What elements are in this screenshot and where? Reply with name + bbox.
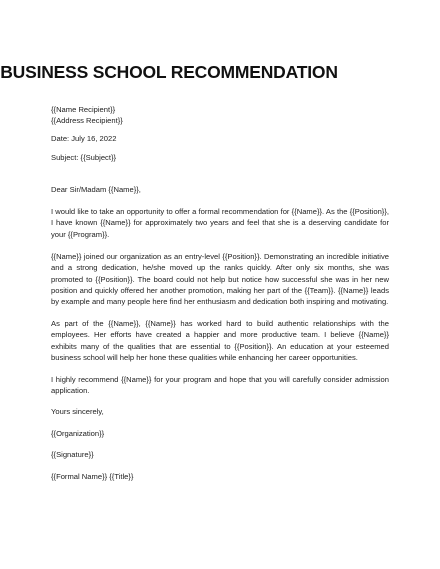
organization-placeholder: {{Organization}} bbox=[51, 429, 105, 438]
formal-name-title: {{Formal Name}} {{Title}} bbox=[51, 472, 134, 481]
paragraph-2: {{Name}} joined our organization as an entry-level {{Position}}. Demonstrating an incredible initiative and a strong dedication, he/she moved up the ranks quickly. After only six months, she was promoted to {{Position}}. The board could not help but notice how successful she was in her new position and quickly offered her another promotion, making her part of the {{Team}}. {{Name}} leads by example and many people here find her enthusiasm and dedication both inspiring and motivating. bbox=[51, 252, 389, 307]
letter-date: Date: July 16, 2022 bbox=[51, 134, 117, 143]
paragraph-4: I highly recommend {{Name}} for your program and hope that you will carefully consider admission application. bbox=[51, 375, 389, 396]
paragraph-1: I would like to take an opportunity to offer a formal recommendation for {{Name}}. As the {{Position}}, I have known {{Name}} for approximately two years and feel that she is a deserving candidate for your {{Program}}. bbox=[51, 207, 389, 239]
recipient-block bbox=[51, 104, 389, 127]
document-title: BUSINESS SCHOOL RECOMMENDATION bbox=[0, 62, 338, 82]
letter-salutation: Dear Sir/Madam {{Name}}, bbox=[51, 185, 141, 194]
signature-placeholder: {{Signature}} bbox=[51, 450, 94, 459]
recipient-address: {{Address Recipient}} bbox=[51, 116, 123, 126]
letter-subject: Subject: {{Subject}} bbox=[51, 153, 117, 162]
paragraph-3: As part of the {{Name}}, {{Name}} has worked hard to build authentic relationships with the employees. Her efforts have created a happier and more productive team. I believe {{Name}} exhibits many of the qualities that are essential to {{Position}}. An education at your esteemed business school will help her hone these qualities while enhancing her career opportunities. bbox=[51, 319, 389, 362]
recipient-name: {{Name Recipient}} bbox=[51, 105, 116, 114]
letter-closing: Yours sincerely, bbox=[51, 407, 104, 416]
